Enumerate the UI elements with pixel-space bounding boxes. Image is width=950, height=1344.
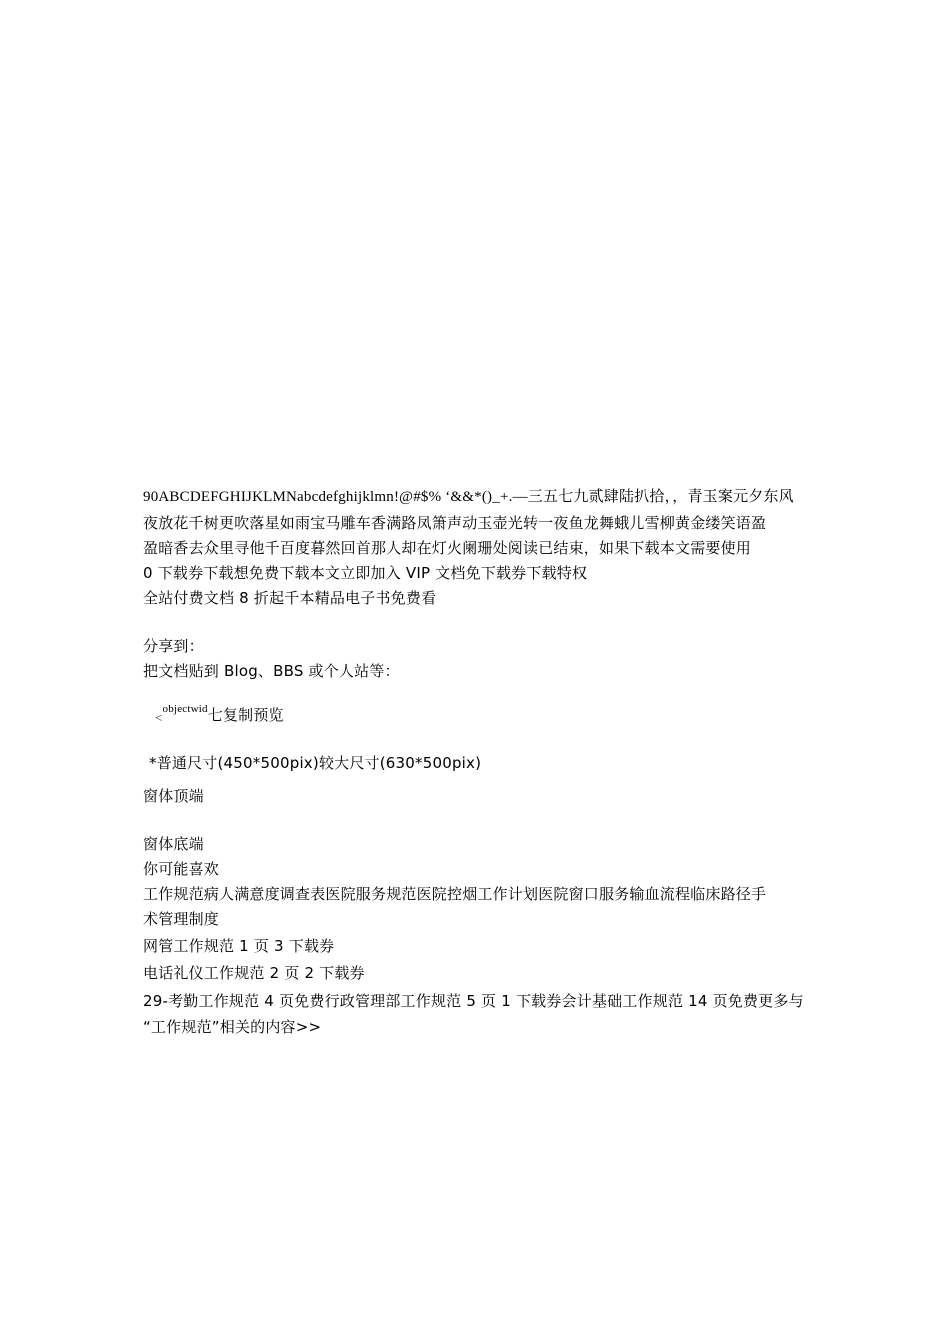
paste-to-blog-label: 把文档贴到 Blog、BBS 或个人站等： bbox=[143, 662, 400, 680]
text-line-2: 夜放花千树更吹落星如雨宝马雕车香满路凤箫声动玉壶光转一夜鱼龙舞蛾儿雪柳黄金缕笑语盈 bbox=[143, 514, 767, 532]
text-line-3: 盈暗香去众里寻他千百度暮然回首那人却在灯火阑珊处阅读已结束，如果下载本文需要使用 bbox=[143, 539, 752, 557]
size-star: * bbox=[149, 754, 157, 772]
related-item-1-line-1[interactable]: 工作规范病人满意度调查表医院服务规范医院控烟工作计划医院窗口服务输血流程临床路径手 bbox=[143, 885, 767, 903]
embed-suffix: 七 bbox=[207, 706, 223, 724]
related-item-1-line-2[interactable]: 术管理制度 bbox=[143, 910, 220, 928]
related-item-4-line-1[interactable]: 29-考勤工作规范 4 页免费行政管理部工作规范 5 页 1 下载券会计基础工作规范 14 页免费更多与 bbox=[143, 992, 804, 1010]
related-item-2[interactable]: 网管工作规范 1 页 3 下载券 bbox=[143, 937, 335, 955]
related-item-3[interactable]: 电话礼仪工作规范 2 页 2 下载券 bbox=[143, 964, 365, 982]
window-top-label: 窗体顶端 bbox=[143, 787, 204, 805]
copy-preview-link[interactable]: 复制预览 bbox=[222, 706, 284, 724]
embed-code-row bbox=[155, 705, 284, 727]
large-size-option[interactable]: 较大尺寸(630*500pix) bbox=[318, 754, 482, 772]
size-options bbox=[149, 753, 481, 773]
share-label: 分享到： bbox=[143, 637, 204, 655]
text-line-1: 90ABCDEFGHIJKLMNabcdefghijklmn!@#$% ‘&&*()_+.—三五七九贰肆陆扒拾，，青玉案元夕东风 bbox=[143, 489, 794, 505]
embed-code-text[interactable]: objectwid bbox=[162, 703, 208, 715]
normal-size-option[interactable]: 普通尺寸(450*500pix) bbox=[156, 754, 319, 772]
text-line-5: 全站付费文档 8 折起千本精品电子书免费看 bbox=[143, 589, 437, 607]
window-bottom-label: 窗体底端 bbox=[143, 835, 204, 853]
text-line-4: 0 下载券下载想免费下载本文立即加入 VIP 文档免下载券下载特权 bbox=[143, 564, 588, 582]
embed-lt: < bbox=[155, 710, 163, 725]
related-heading: 你可能喜欢 bbox=[143, 860, 220, 878]
more-related-link[interactable]: “工作规范”相关的内容>> bbox=[143, 1018, 322, 1036]
